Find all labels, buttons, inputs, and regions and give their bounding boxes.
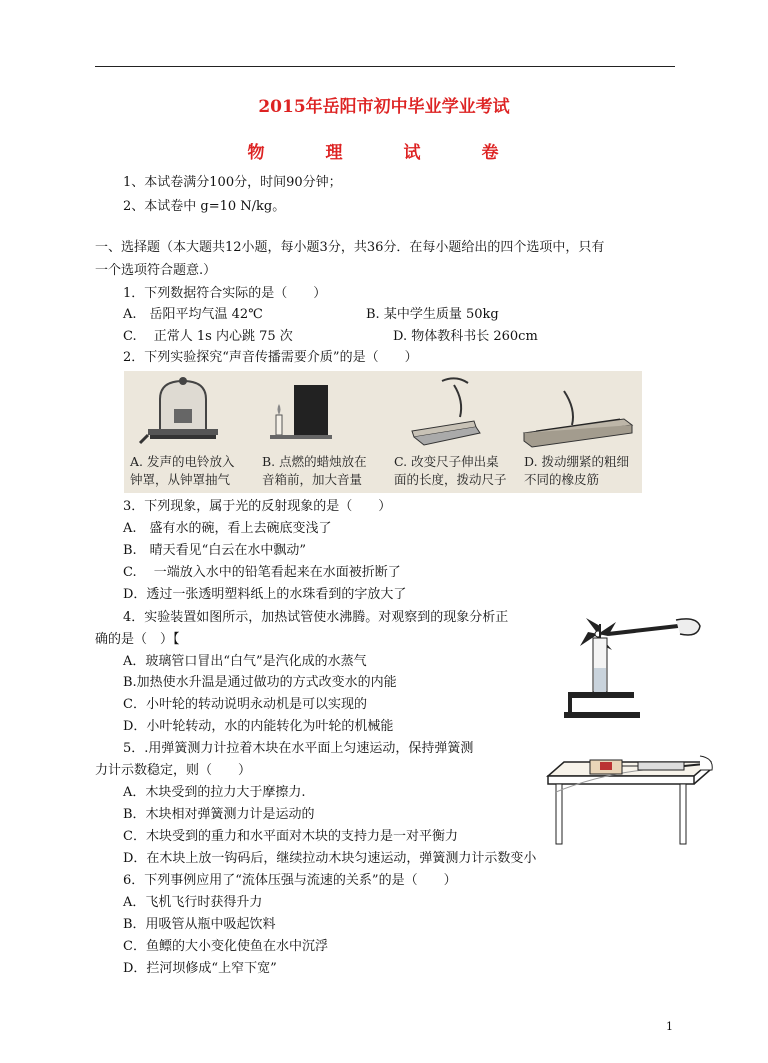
q5-option-d: D．在木块上放一钩码后，继续拉动木块匀速运动，弹簧测力计示数变小 — [123, 851, 537, 866]
q6-option-c: C．鱼鳔的大小变化使鱼在水中沉浮 — [123, 939, 328, 954]
exam-title: 2015年岳阳市初中毕业学业考试 — [258, 97, 510, 117]
section-heading: 一、选择题（本大题共12小题，每小题3分，共36分．在每小题给出的四个选项中，只有 — [95, 240, 605, 255]
q1-option-d: D. 物体教科书长 260cm — [393, 329, 538, 344]
q2-caption-b2: 音箱前，加大音量 — [262, 472, 363, 487]
q6-option-b: B．用吸管从瓶中吸起饮料 — [123, 917, 276, 932]
q2-caption-d1: D. 拨动绷紧的粗细 — [524, 454, 630, 469]
q5-option-c: C．木块受到的重力和水平面对木块的支持力是一对平衡力 — [123, 829, 458, 844]
q3-option-d: D．透过一张透明塑料纸上的水珠看到的字放大了 — [123, 587, 407, 602]
q6-option-a: A．飞机飞行时获得升力 — [123, 895, 263, 910]
q3-option-c: C. 一端放入水中的铅笔看起来在水面被折断了 — [123, 565, 401, 580]
table-icon — [548, 762, 710, 844]
q2-caption-c2: 面的长度，拨动尺子 — [394, 472, 507, 487]
page-number: 1 — [666, 1020, 673, 1033]
q5-option-b: B．木块相对弹簧测力计是运动的 — [123, 807, 315, 822]
q2-caption-c1: C. 改变尺子伸出桌 — [394, 454, 499, 469]
note-2: 2、本试卷中 g=10 N/kg。 — [123, 199, 286, 214]
test-tube-clamp-icon — [608, 619, 700, 635]
q4-figure — [560, 612, 710, 718]
q2-caption-a2: 钟罩，从钟罩抽气 — [130, 472, 231, 487]
q1-option-c: C. 正常人 1s 内心跳 75 次 — [123, 329, 293, 344]
q1-option-b: B. 某中学生质量 50kg — [366, 307, 499, 322]
wooden-block-icon — [590, 760, 622, 774]
q2-stem: 2．下列实验探究“声音传播需要介质”的是（ ） — [123, 350, 418, 365]
q5-stem-1: 5．.用弹簧测力计拉着木块在水平面上匀速运动，保持弹簧测 — [123, 741, 474, 756]
q1-stem: 1．下列数据符合实际的是（ ） — [123, 286, 327, 301]
q4-stem-1: 4．实验装置如图所示，加热试管使水沸腾。对观察到的现象分析正 — [123, 610, 509, 625]
q5-option-a: A．木块受到的拉力大于摩擦力. — [123, 785, 306, 800]
q5-stem-2: 力计示数稳定，则（ ） — [95, 763, 252, 778]
exam-subtitle: 物 理 试 卷 — [247, 143, 521, 163]
q2-figure — [124, 371, 642, 493]
q4-option-d: D．小叶轮转动，水的内能转化为叶轮的机械能 — [123, 719, 394, 734]
q3-stem: 3．下列现象，属于光的反射现象的是（ ） — [123, 499, 392, 514]
q4-option-c: C．小叶轮的转动说明永动机是可以实现的 — [123, 697, 367, 712]
q6-option-d: D．拦河坝修成“上窄下宽” — [123, 961, 277, 976]
q4-stem-2: 确的是（ ）【 — [95, 632, 180, 647]
alcohol-lamp-icon — [564, 692, 640, 718]
q5-figure — [544, 742, 716, 848]
q3-option-b: B. 晴天看见“白云在水中飘动” — [123, 543, 306, 558]
q6-stem: 6．下列事例应用了“流体压强与流速的关系”的是（ ） — [123, 873, 457, 888]
q4-option-b: B.加热使水升温是通过做功的方式改变水的内能 — [123, 675, 397, 690]
header-rule — [95, 66, 675, 67]
q2-caption-d2: 不同的橡皮筋 — [524, 472, 600, 487]
q4-option-a: A．玻璃管口冒出“白气”是汽化成的水蒸气 — [123, 654, 367, 669]
q2-caption-a1: A. 发声的电铃放入 — [130, 454, 235, 469]
q2-caption-b1: B. 点燃的蜡烛放在 — [262, 454, 367, 469]
note-1: 1、本试卷满分100分，时间90分钟； — [123, 175, 342, 190]
q3-option-a: A. 盛有水的碗，看上去碗底变浅了 — [123, 521, 332, 536]
q1-option-a: A. 岳阳平均气温 42℃ — [123, 307, 263, 322]
section-heading-cont: 一个选项符合题意.） — [95, 263, 217, 278]
